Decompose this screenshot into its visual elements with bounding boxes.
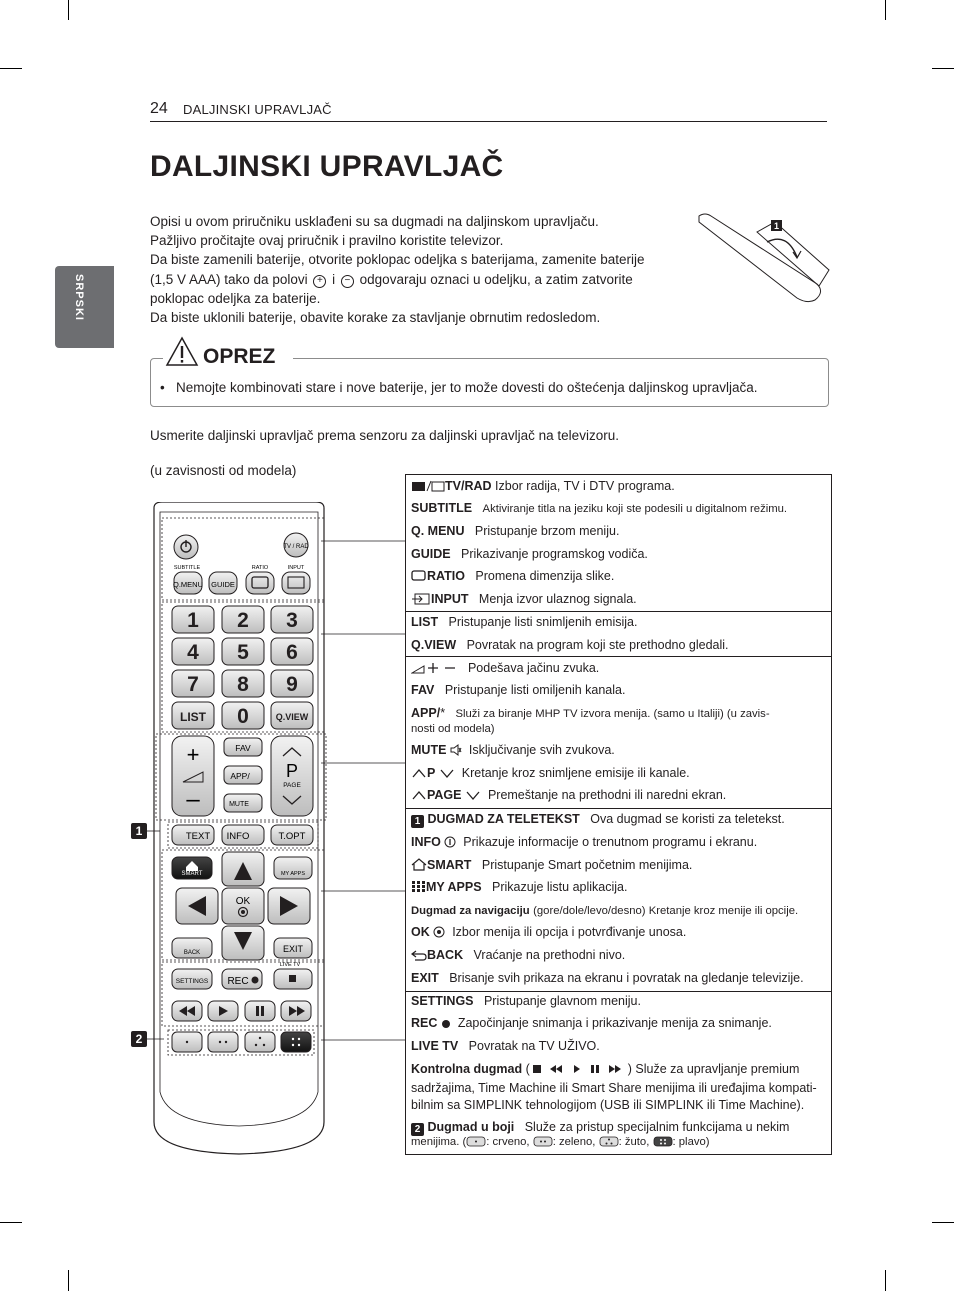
desc-ratio [411,569,614,583]
playback-controls-icon [530,1063,628,1075]
intro-fragment: i [332,271,336,287]
desc-qmenu [411,524,619,538]
remote-digit-2: 2 [237,609,249,632]
desc-text: : žuto, [618,1136,650,1148]
desc-ok [411,925,686,939]
desc-control-cont: sadržajima, Time Machine ili Smart Share menijima ili uređajima kompati- [411,1081,817,1095]
remote-back-label: BACK [183,950,201,956]
remote-digit-4: 4 [187,641,199,664]
app-star-icon: * [440,706,446,720]
remote-exit-label: EXIT [282,944,304,954]
desc-page [411,788,726,802]
desc-section-divider [406,991,831,992]
desc-text: Služi za biranje MHP TV izvora menija. (samo u Italiji) (u zavis- [455,708,770,720]
desc-key: PAGE [427,788,462,802]
desc-text: Pristupanje listi snimljenih emisija. [448,615,638,629]
desc-key: FAV [411,683,435,697]
desc-app-cont: nosti od modela) [411,723,495,735]
minus-pole-icon: − [341,275,354,288]
desc-text: Vraćanje na prethodni nivo. [473,948,626,962]
desc-input [411,592,637,606]
tv-rad-icon [411,480,445,492]
desc-text: Premeštanje na prethodni ili naredni ekran. [487,788,727,802]
remote-qmenu-label: Q.MENU [173,580,203,589]
desc-text: Izbor menija ili opcija i potvrđivanje unosa. [452,925,687,939]
remote-smart-label: SMART [181,871,203,877]
remote-topt-label: T.OPT [278,831,306,842]
desc-color-cont [411,1136,710,1148]
desc-text: : plavo) [672,1136,710,1148]
desc-control [411,1062,799,1076]
desc-text: Ova dugmad se koristi za teletekst. [590,812,785,826]
desc-smart [411,858,692,872]
desc-text: ) Služe za upravljanje premium [627,1062,800,1076]
desc-section-divider [406,611,831,612]
desc-text: menijima. ( [411,1136,467,1148]
intro-line: Da biste uklonili baterije, obavite korake za stavljanje obrnutim redosledom. [150,310,601,326]
desc-fav [411,683,625,697]
desc-tvrad [411,479,675,493]
desc-p [411,766,690,780]
desc-nav [411,903,798,917]
caution-bullet: • Nemojte kombinovati stare i nove baterije, jer to može dovesti do oštećenja daljinskog upravljača. [160,380,758,395]
desc-text: Započinjanje snimanja i prikazivanje menija za snimanje. [457,1016,772,1030]
home-icon [411,858,427,871]
record-dot-icon [441,1019,451,1029]
caution-title-text: OPREZ [203,345,276,368]
input-icon [411,593,431,605]
chevron-up-icon [411,789,427,801]
page-number: 24 [150,100,168,117]
remote-settings-label: SETTINGS [175,978,209,985]
desc-text: : zeleno, [552,1136,596,1148]
desc-text: Služe za pristup specijalnim funkcijama u nekim [524,1120,790,1134]
desc-key: EXIT [411,971,439,985]
desc-key: P [427,766,436,780]
desc-key: INFO [411,835,441,849]
desc-livetv [411,1039,600,1053]
remote-digit-1: 1 [187,609,199,632]
intro-fragment: (1,5 V AAA) tako da polovi [150,271,308,287]
desc-key: SETTINGS [411,994,474,1008]
desc-text: Aktiviranje titla na jeziku koji ste podesili u digitalnom režimu. [482,503,788,515]
desc-text: Pristupanje listi omiljenih kanala. [444,683,626,697]
desc-key: Q. MENU [411,524,465,538]
desc-text: ( [525,1062,530,1076]
language-tab-label: SRPSKI [73,274,85,321]
ratio-icon [411,570,427,582]
intro-line: Opisi u ovom priručniku usklađeni su sa dugmadi na daljinskom upravljaču. [150,214,599,229]
desc-list [411,615,637,629]
desc-section-divider [406,656,831,657]
desc-mute [411,743,615,757]
remote-volume-minus: – [186,786,200,813]
desc-myapps [411,880,627,894]
chevron-up-icon [411,767,427,779]
desc-back [411,948,625,962]
intro-line: Pažljivo pročitajte ovaj priručnik i pravilno koristite televizor. [150,233,504,249]
desc-key: BACK [427,948,464,962]
callout-2: 2 [131,1031,147,1047]
desc-text: Povratak na TV UŽIVO. [468,1039,600,1053]
desc-text: Pristupanje Smart početnim menijima. [481,858,693,872]
desc-rec [411,1016,772,1030]
desc-text: Podešava jačinu zvuka. [467,661,600,675]
desc-app [411,706,770,720]
remote-myapps-label: MY APPS [280,871,306,877]
desc-text: Prikazuje listu aplikacija. [492,880,628,894]
remote-digit-3: 3 [286,609,298,632]
desc-qview [411,638,729,652]
yellow-button-icon [599,1136,619,1147]
desc-key: LIST [411,615,439,629]
back-arrow-icon [411,949,427,961]
chevron-down-icon [439,767,455,779]
callout-badge: 1 [411,815,424,828]
desc-text: Prikazuje informacije o trenutnom programu i ekranu. [463,835,758,849]
desc-key: Q.VIEW [411,638,457,652]
desc-key: GUIDE [411,547,451,561]
remote-list-label: LIST [180,710,206,724]
aim-text: Usmerite daljinski upravljač prema senzoru za daljinski upravljač na televizoru. [150,428,619,443]
ok-icon [433,926,445,938]
remote-qview-label: Q.VIEW [275,712,309,722]
remote-volume-plus: + [186,742,200,767]
desc-text: Pristupanje glavnom meniju. [483,994,641,1008]
chevron-down-icon [465,789,481,801]
desc-key: Dugmad u boji [427,1120,515,1134]
desc-text: Pristupanje brzom meniju. [474,524,620,538]
desc-text: Izbor radija, TV i DTV programa. [495,479,675,493]
page-title: DALJINSKI UPRAVLJAČ [150,150,504,183]
caution-bullet-text: Nemojte kombinovati stare i nove baterije, jer to može dovesti do oštećenja daljinskog upravljača. [175,380,758,395]
remote-digit-8: 8 [237,673,249,696]
red-button-icon [466,1136,486,1147]
remote-text-label: TEXT [185,831,211,842]
remote-input-label: INPUT [287,565,305,571]
remote-guide-label: GUIDE [211,580,235,589]
remote-digit-0: 0 [237,705,249,728]
desc-key: SUBTITLE [411,501,473,515]
desc-key: MY APPS [426,880,482,894]
desc-text: Kretanje kroz snimljene emisije ili kanale. [461,766,690,780]
desc-text: Menja izvor ulaznog signala. [478,592,637,606]
plus-pole-icon: + [313,275,326,288]
desc-key: APP/ [411,706,441,720]
remote-rec-label: REC [227,976,249,987]
callout-1: 1 [131,823,147,839]
desc-key: Dugmad za navigaciju [411,905,530,917]
intro-line: poklopac odeljka za baterije. [150,290,321,306]
desc-text: : crveno, [486,1136,530,1148]
remote-subtitle-label: SUBTITLE [173,565,201,571]
desc-key: RATIO [427,569,465,583]
remote-info-label: INFO [226,831,250,842]
desc-exit [411,971,804,985]
desc-text: (gore/dole/levo/desno) Kretanje kroz menije ili opcije. [533,905,799,917]
section-title: DALJINSKI UPRAVLJAČ [183,102,332,117]
desc-key: LIVE TV [411,1039,459,1053]
svg-text:1: 1 [773,221,780,231]
callout-badge: 2 [411,1123,424,1136]
desc-info [411,835,757,849]
remote-app-label: APP/ [230,771,250,781]
desc-color [411,1120,789,1136]
desc-settings [411,994,641,1008]
remote-digit-5: 5 [237,641,249,664]
desc-section-divider [406,808,831,809]
apps-grid-icon [411,880,426,893]
remote-digit-6: 6 [286,641,298,664]
desc-key: DUGMAD ZA TELETEKST [427,812,580,826]
blue-button-icon [653,1136,673,1147]
remote-fav-label: FAV [235,743,251,753]
desc-text: Isključivanje svih zvukova. [468,743,615,757]
desc-text: Promena dimenzija slike. [475,569,615,583]
remote-livetv-label: LIVE TV [279,962,301,968]
desc-key: TV/RAD [445,479,492,493]
desc-text: Povratak na program koji ste prethodno gledali. [466,638,729,652]
remote-ratio-label: RATIO [251,565,269,571]
desc-key: MUTE [411,743,447,757]
desc-key: SMART [427,858,472,872]
desc-key: OK [411,925,430,939]
green-button-icon [533,1136,553,1147]
remote-page-label: PAGE [283,782,301,789]
desc-subtitle [411,501,787,515]
remote-digit-7: 7 [187,673,199,696]
remote-digit-9: 9 [286,673,298,696]
desc-guide [411,547,648,561]
desc-teletext [411,812,785,828]
remote-ok-label: OK [235,896,251,907]
remote-mute-label: MUTE [229,801,249,808]
button-description-table [405,474,832,1155]
info-icon [444,836,456,848]
volume-icon [411,662,461,674]
desc-key: REC [411,1016,438,1030]
desc-text: Brisanje svih prikaza na ekranu i povratak na gledanje televizije. [449,971,804,985]
remote-tv-rad-label: TV / RAD [283,544,309,550]
model-note: (u zavisnosti od modela) [150,463,297,478]
intro-line: Da biste zamenili baterije, otvorite poklopac odeljka s baterijama, zamenite baterije [150,252,645,268]
desc-text: Prikazivanje programskog vodiča. [461,547,648,561]
mute-icon [450,744,462,756]
desc-control-cont: bilnim sa SIMPLINK tehnologijom (USB ili SIMPLINK ili Time Machine). [411,1098,805,1112]
desc-volume [411,661,599,675]
intro-fragment: odgovaraju oznaci u odeljku, a zatim zatvorite [359,271,633,287]
remote-p-label: P [285,761,299,781]
desc-key: Kontrolna dugmad [411,1062,523,1076]
desc-key: INPUT [431,592,469,606]
